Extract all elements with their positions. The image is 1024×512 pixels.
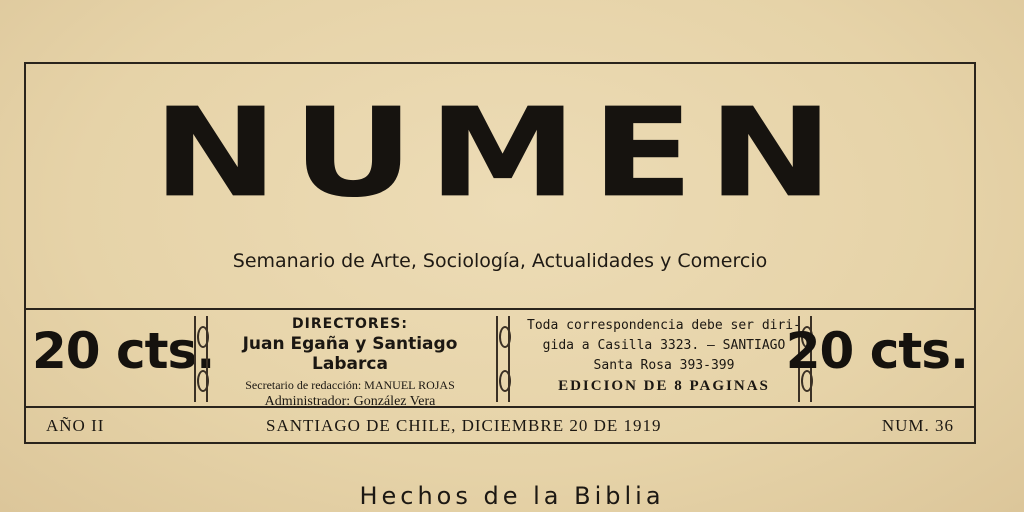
directors-block bbox=[212, 316, 488, 410]
article-headline: Hechos de la Biblia bbox=[359, 482, 665, 510]
secretary-line: Secretario de redacción: MANUEL ROJAS bbox=[245, 378, 455, 392]
price-left: 20 cts. bbox=[32, 322, 215, 380]
issue-year: AÑO II bbox=[46, 416, 105, 435]
issue-number: NUM. 36 bbox=[881, 416, 954, 435]
directors-names: Juan Egaña y Santiago Labarca bbox=[242, 334, 458, 374]
issue-place-date: SANTIAGO DE CHILE, DICIEMBRE 20 DE 1919 bbox=[266, 416, 662, 435]
newspaper-subtitle: Semanario de Arte, Sociología, Actualidades y Comercio bbox=[232, 250, 768, 272]
price-right: 20 cts. bbox=[785, 322, 968, 380]
masthead bbox=[24, 62, 976, 444]
info-band bbox=[26, 308, 974, 408]
correspondence-line: Santa Rosa 393-399 bbox=[593, 358, 735, 373]
administrator-line: Administrador: González Vera bbox=[264, 394, 436, 409]
edition-note: EDICION DE 8 PAGINAS bbox=[558, 378, 770, 394]
correspondence-block bbox=[522, 316, 806, 396]
newspaper-title: NUMEN bbox=[152, 82, 848, 225]
ornament-divider bbox=[194, 316, 208, 402]
directors-label: DIRECTORES: bbox=[292, 316, 408, 332]
correspondence-line: gida a Casilla 3323. — SANTIAGO bbox=[542, 338, 786, 353]
issue-info-line bbox=[26, 412, 974, 442]
correspondence-line: Toda correspondencia debe ser diri- bbox=[527, 318, 801, 333]
ornament-divider bbox=[496, 316, 510, 402]
